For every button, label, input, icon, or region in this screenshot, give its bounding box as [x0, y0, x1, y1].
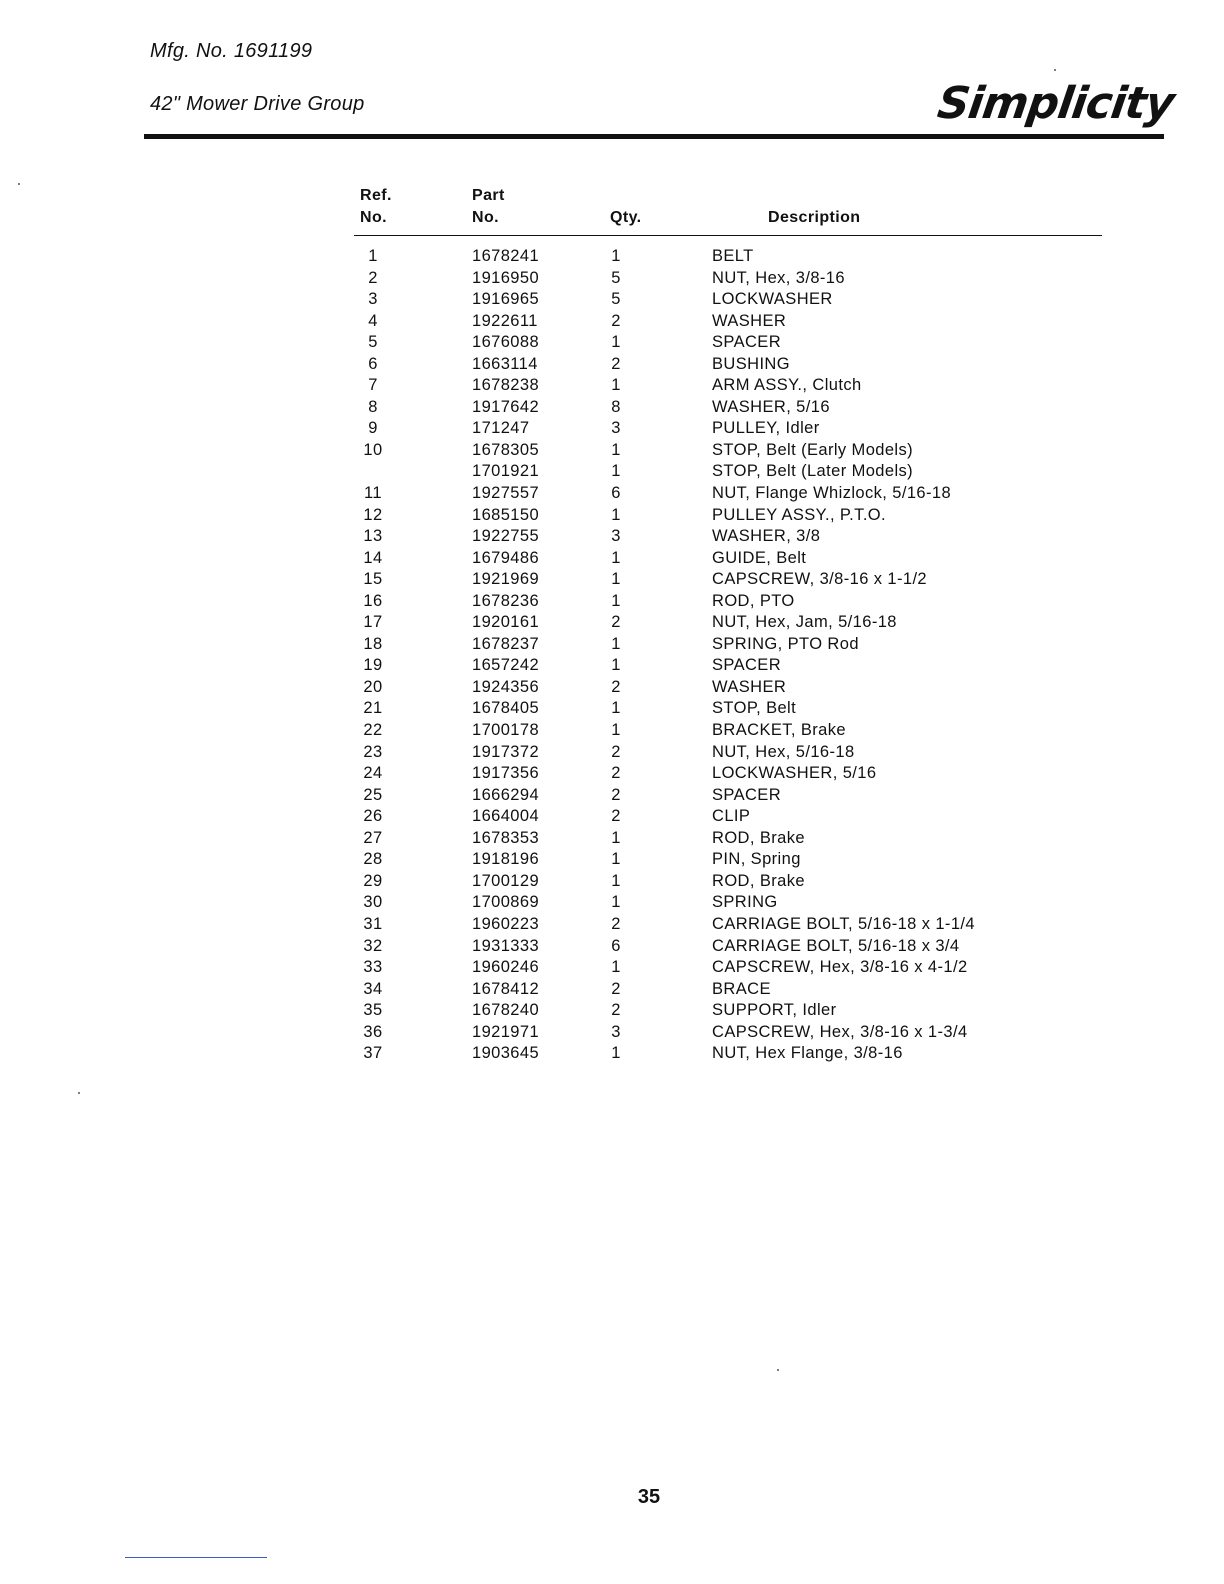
- ref-cell: 23: [363, 742, 383, 761]
- part-number-cell: 1920161: [472, 613, 540, 632]
- description-cell: SPACER: [712, 656, 782, 675]
- description-cell: WASHER: [712, 677, 787, 696]
- ref-cell: 32: [363, 936, 383, 955]
- ref-cell: 22: [363, 721, 383, 740]
- page-number: 35: [637, 1486, 661, 1508]
- description-cell: WASHER, 5/16: [712, 397, 830, 416]
- qty-cell: 2: [611, 785, 621, 804]
- description-cell: ROD, Brake: [712, 828, 805, 847]
- table-row: [354, 268, 1102, 290]
- qty-cell: 8: [611, 397, 621, 416]
- ref-cell: 11: [364, 484, 382, 503]
- qty-cell: 1: [611, 893, 621, 912]
- table-row: [354, 236, 1102, 268]
- table-row: [354, 505, 1102, 527]
- scan-speck: [777, 1369, 779, 1371]
- description-cell: CARRIAGE BOLT, 5/16-18 x 1-1/4: [712, 914, 975, 933]
- table-row: [354, 1000, 1102, 1022]
- qty-cell: 1: [611, 440, 621, 459]
- part-number-cell: 1663114: [472, 354, 538, 373]
- col-header-description: Description: [712, 185, 1102, 236]
- scan-speck: [18, 183, 20, 185]
- qty-cell: 2: [611, 311, 621, 330]
- description-cell: SUPPORT, Idler: [712, 1001, 837, 1020]
- qty-cell: 6: [611, 484, 621, 503]
- part-number-cell: 1700129: [472, 871, 540, 890]
- qty-cell: 2: [611, 613, 621, 632]
- table-row: [354, 548, 1102, 570]
- qty-cell: 3: [611, 419, 621, 438]
- table-row: [354, 698, 1102, 720]
- ref-cell: 12: [363, 505, 383, 524]
- ref-cell: 30: [363, 893, 383, 912]
- part-number-cell: 1922755: [472, 527, 540, 546]
- footer-divider: [125, 1557, 267, 1558]
- qty-cell: 2: [611, 914, 621, 933]
- table-row: [354, 892, 1102, 914]
- qty-cell: 1: [611, 333, 621, 352]
- part-number-cell: 1931333: [472, 936, 540, 955]
- qty-cell: 2: [611, 764, 621, 783]
- description-cell: CAPSCREW, Hex, 3/8-16 x 4-1/2: [712, 958, 968, 977]
- ref-cell: 10: [363, 440, 383, 459]
- part-number-cell: 1678412: [472, 979, 540, 998]
- part-number-cell: 1678353: [472, 828, 540, 847]
- description-cell: NUT, Hex, Jam, 5/16-18: [712, 613, 897, 632]
- ref-cell: 8: [368, 397, 378, 416]
- qty-cell: 1: [611, 247, 621, 265]
- part-number-cell: 1679486: [472, 548, 540, 567]
- scan-speck: [1054, 69, 1056, 71]
- description-cell: STOP, Belt (Later Models): [712, 462, 914, 481]
- qty-cell: 1: [611, 1044, 621, 1063]
- description-cell: WASHER: [712, 311, 787, 330]
- description-cell: PULLEY, Idler: [712, 419, 820, 438]
- table-row: [354, 612, 1102, 634]
- qty-cell: 2: [611, 807, 621, 826]
- col-header-ref: Ref. No.: [354, 185, 472, 236]
- qty-cell: 2: [611, 677, 621, 696]
- part-number-cell: 1700178: [472, 721, 540, 740]
- description-cell: SPRING: [712, 893, 778, 912]
- table-row: [354, 1043, 1102, 1065]
- table-row: [354, 311, 1102, 333]
- part-number-cell: 1678305: [472, 440, 540, 459]
- parts-table-body: [354, 236, 1102, 1065]
- table-row: [354, 332, 1102, 354]
- qty-cell: 1: [611, 699, 621, 718]
- part-number-cell: 1701921: [472, 462, 540, 481]
- part-number-cell: 1917642: [472, 397, 540, 416]
- table-row: [354, 418, 1102, 440]
- description-cell: NUT, Hex, 5/16-18: [712, 742, 855, 761]
- ref-cell: 25: [363, 785, 383, 804]
- description-cell: SPACER: [712, 785, 782, 804]
- table-row: [354, 742, 1102, 764]
- part-number-cell: 1922611: [472, 311, 538, 330]
- ref-cell: 19: [363, 656, 383, 675]
- description-cell: ROD, PTO: [712, 591, 795, 610]
- parts-table: [354, 185, 1102, 1065]
- part-number-cell: 1917372: [472, 742, 540, 761]
- part-number-cell: 1918196: [472, 850, 540, 869]
- ref-cell: 5: [368, 333, 378, 352]
- part-number-cell: 1678405: [472, 699, 540, 718]
- description-cell: LOCKWASHER, 5/16: [712, 764, 877, 783]
- table-row: [354, 720, 1102, 742]
- table-row: [354, 397, 1102, 419]
- ref-cell: 37: [363, 1044, 383, 1063]
- table-row: [354, 655, 1102, 677]
- table-row: [354, 828, 1102, 850]
- description-cell: SPRING, PTO Rod: [712, 634, 859, 653]
- ref-cell: 33: [363, 958, 383, 977]
- table-row: [354, 849, 1102, 871]
- part-number-cell: 171247: [472, 419, 530, 438]
- qty-cell: 5: [611, 290, 621, 309]
- part-number-cell: 1916950: [472, 268, 540, 287]
- col-header-qty: Qty.: [610, 185, 712, 236]
- part-number-cell: 1916965: [472, 290, 540, 309]
- qty-cell: 1: [611, 634, 621, 653]
- table-row: [354, 440, 1102, 462]
- table-row: [354, 957, 1102, 979]
- ref-cell: 13: [363, 527, 383, 546]
- qty-cell: 2: [611, 742, 621, 761]
- ref-cell: 24: [363, 764, 383, 783]
- qty-cell: 1: [611, 850, 621, 869]
- qty-cell: 1: [611, 656, 621, 675]
- description-cell: PIN, Spring: [712, 850, 801, 869]
- table-row: [354, 634, 1102, 656]
- table-row: [354, 871, 1102, 893]
- part-number-cell: 1700869: [472, 893, 540, 912]
- description-cell: STOP, Belt: [712, 699, 797, 718]
- table-row: [354, 461, 1102, 483]
- table-row: [354, 591, 1102, 613]
- description-cell: NUT, Hex Flange, 3/8-16: [712, 1044, 903, 1063]
- ref-cell: 9: [368, 419, 378, 438]
- ref-cell: [354, 461, 472, 483]
- page-title: 42" Mower Drive Group: [150, 93, 365, 115]
- description-cell: ARM ASSY., Clutch: [712, 376, 862, 395]
- qty-cell: 1: [611, 828, 621, 847]
- description-cell: BELT: [712, 247, 754, 265]
- part-number-cell: 1927557: [472, 484, 540, 503]
- part-number-cell: 1917356: [472, 764, 540, 783]
- ref-cell: 3: [368, 290, 378, 309]
- table-row: [354, 936, 1102, 958]
- ref-cell: 34: [363, 979, 383, 998]
- ref-cell: 7: [368, 376, 378, 395]
- ref-cell: 27: [363, 828, 383, 847]
- ref-cell: 14: [363, 548, 383, 567]
- description-cell: SPACER: [712, 333, 782, 352]
- description-cell: BRACKET, Brake: [712, 721, 846, 740]
- description-cell: GUIDE, Belt: [712, 548, 807, 567]
- qty-cell: 6: [611, 936, 621, 955]
- brand-logo: Simplicity: [934, 78, 1177, 129]
- table-row: [354, 785, 1102, 807]
- part-number-cell: 1903645: [472, 1044, 540, 1063]
- part-number-cell: 1666294: [472, 785, 540, 804]
- ref-cell: 29: [363, 871, 383, 890]
- qty-cell: 1: [611, 462, 621, 481]
- table-row: [354, 569, 1102, 591]
- description-cell: CLIP: [712, 807, 751, 826]
- qty-cell: 1: [611, 958, 621, 977]
- table-row: [354, 526, 1102, 548]
- table-row: [354, 914, 1102, 936]
- part-number-cell: 1678240: [472, 1001, 540, 1020]
- qty-cell: 3: [611, 1022, 621, 1041]
- description-cell: BRACE: [712, 979, 771, 998]
- description-cell: CAPSCREW, Hex, 3/8-16 x 1-3/4: [712, 1022, 968, 1041]
- table-row: [354, 979, 1102, 1001]
- part-number-cell: 1924356: [472, 677, 540, 696]
- ref-cell: 4: [368, 311, 378, 330]
- qty-cell: 2: [611, 1001, 621, 1020]
- description-cell: PULLEY ASSY., P.T.O.: [712, 505, 887, 524]
- part-number-cell: 1921971: [472, 1022, 540, 1041]
- qty-cell: 1: [611, 721, 621, 740]
- table-row: [354, 375, 1102, 397]
- part-number-cell: 1678241: [472, 247, 540, 265]
- table-row: [354, 354, 1102, 376]
- part-number-cell: 1921969: [472, 570, 540, 589]
- qty-cell: 1: [611, 591, 621, 610]
- part-number-cell: 1678236: [472, 591, 540, 610]
- qty-cell: 2: [611, 354, 621, 373]
- table-row: [354, 483, 1102, 505]
- part-number-cell: 1657242: [472, 656, 540, 675]
- part-number-cell: 1676088: [472, 333, 540, 352]
- col-header-part: Part No.: [472, 185, 610, 236]
- qty-cell: 2: [611, 979, 621, 998]
- description-cell: NUT, Hex, 3/8-16: [712, 268, 845, 287]
- table-row: [354, 289, 1102, 311]
- part-number-cell: 1960223: [472, 914, 540, 933]
- qty-cell: 1: [611, 570, 621, 589]
- ref-cell: 2: [368, 268, 378, 287]
- qty-cell: 5: [611, 268, 621, 287]
- part-number-cell: 1960246: [472, 958, 540, 977]
- ref-cell: 20: [363, 677, 383, 696]
- qty-cell: 1: [611, 376, 621, 395]
- ref-cell: 6: [368, 354, 378, 373]
- part-number-cell: 1678237: [472, 634, 540, 653]
- description-cell: ROD, Brake: [712, 871, 805, 890]
- qty-cell: 1: [611, 871, 621, 890]
- mfg-number: Mfg. No. 1691199: [150, 40, 313, 62]
- ref-cell: 16: [363, 591, 383, 610]
- table-header-row: [354, 185, 1102, 236]
- scan-speck: [78, 1092, 80, 1094]
- description-cell: NUT, Flange Whizlock, 5/16-18: [712, 484, 952, 503]
- part-number-cell: 1664004: [472, 807, 540, 826]
- ref-cell: 35: [363, 1001, 383, 1020]
- table-row: [354, 677, 1102, 699]
- description-cell: BUSHING: [712, 354, 790, 373]
- qty-cell: 3: [611, 527, 621, 546]
- ref-cell: 18: [363, 634, 383, 653]
- part-number-cell: 1678238: [472, 376, 540, 395]
- description-cell: CAPSCREW, 3/8-16 x 1-1/2: [712, 570, 928, 589]
- table-row: [354, 1022, 1102, 1044]
- table-row: [354, 806, 1102, 828]
- ref-cell: 31: [363, 914, 383, 933]
- header-rule: [144, 134, 1164, 139]
- qty-cell: 1: [611, 548, 621, 567]
- ref-cell: 17: [363, 613, 383, 632]
- table-row: [354, 763, 1102, 785]
- description-cell: CARRIAGE BOLT, 5/16-18 x 3/4: [712, 936, 960, 955]
- part-number-cell: 1685150: [472, 505, 540, 524]
- ref-cell: 28: [363, 850, 383, 869]
- ref-cell: 26: [363, 807, 383, 826]
- description-cell: STOP, Belt (Early Models): [712, 440, 914, 459]
- ref-cell: 36: [363, 1022, 383, 1041]
- description-cell: LOCKWASHER: [712, 290, 833, 309]
- ref-cell: 21: [363, 699, 383, 718]
- description-cell: WASHER, 3/8: [712, 527, 821, 546]
- ref-cell: 1: [368, 247, 378, 265]
- ref-cell: 15: [363, 570, 383, 589]
- qty-cell: 1: [611, 505, 621, 524]
